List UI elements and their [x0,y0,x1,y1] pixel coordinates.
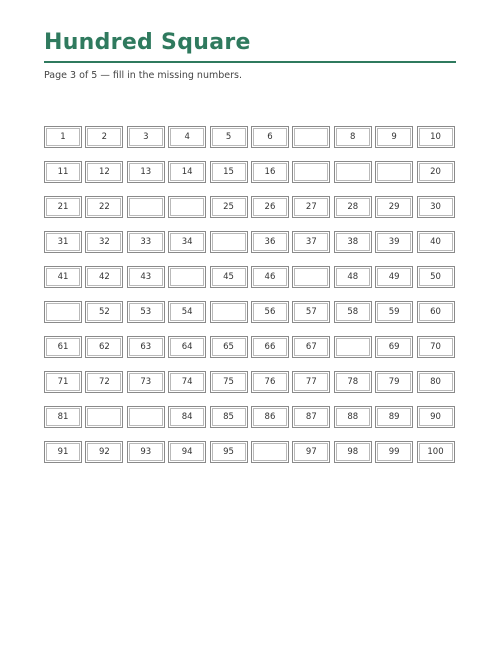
number-cell: 27 [292,196,330,218]
blank-number-cell[interactable] [334,161,372,183]
page-title: Hundred Square [44,30,251,55]
number-cell: 56 [251,301,289,323]
number-cell: 93 [127,441,165,463]
number-cell: 94 [168,441,206,463]
blank-number-cell[interactable] [375,161,413,183]
blank-number-cell[interactable] [85,406,123,428]
blank-number-cell[interactable] [210,301,248,323]
number-cell: 31 [44,231,82,253]
number-cell: 92 [85,441,123,463]
number-cell: 100 [417,441,455,463]
number-cell: 9 [375,126,413,148]
number-cell: 52 [85,301,123,323]
number-cell: 63 [127,336,165,358]
number-cell: 61 [44,336,82,358]
number-cell: 6 [251,126,289,148]
blank-number-cell[interactable] [127,196,165,218]
number-cell: 36 [251,231,289,253]
title-divider [44,61,456,63]
blank-number-cell[interactable] [44,301,82,323]
blank-number-cell[interactable] [210,231,248,253]
number-cell: 46 [251,266,289,288]
number-cell: 91 [44,441,82,463]
blank-number-cell[interactable] [168,196,206,218]
number-cell: 81 [44,406,82,428]
number-cell: 33 [127,231,165,253]
hundred-square-grid [44,126,456,463]
number-cell: 29 [375,196,413,218]
number-cell: 62 [85,336,123,358]
blank-number-cell[interactable] [292,126,330,148]
number-cell: 4 [168,126,206,148]
number-cell: 15 [210,161,248,183]
number-cell: 67 [292,336,330,358]
number-cell: 43 [127,266,165,288]
number-cell: 85 [210,406,248,428]
number-cell: 13 [127,161,165,183]
number-cell: 38 [334,231,372,253]
number-cell: 28 [334,196,372,218]
number-cell: 37 [292,231,330,253]
number-cell: 11 [44,161,82,183]
number-cell: 21 [44,196,82,218]
number-cell: 26 [251,196,289,218]
number-cell: 75 [210,371,248,393]
number-cell: 54 [168,301,206,323]
number-cell: 88 [334,406,372,428]
number-cell: 73 [127,371,165,393]
number-cell: 58 [334,301,372,323]
worksheet-header [44,28,456,82]
number-cell: 79 [375,371,413,393]
number-cell: 5 [210,126,248,148]
number-cell: 76 [251,371,289,393]
number-cell: 65 [210,336,248,358]
number-cell: 30 [417,196,455,218]
number-cell: 34 [168,231,206,253]
number-cell: 64 [168,336,206,358]
number-cell: 60 [417,301,455,323]
number-cell: 74 [168,371,206,393]
number-cell: 80 [417,371,455,393]
number-cell: 77 [292,371,330,393]
blank-number-cell[interactable] [168,266,206,288]
number-cell: 39 [375,231,413,253]
number-cell: 95 [210,441,248,463]
number-cell: 59 [375,301,413,323]
number-cell: 32 [85,231,123,253]
number-cell: 25 [210,196,248,218]
number-cell: 3 [127,126,165,148]
number-cell: 10 [417,126,455,148]
blank-number-cell[interactable] [251,441,289,463]
number-cell: 16 [251,161,289,183]
number-cell: 53 [127,301,165,323]
number-cell: 71 [44,371,82,393]
number-cell: 72 [85,371,123,393]
number-cell: 84 [168,406,206,428]
number-cell: 86 [251,406,289,428]
number-cell: 45 [210,266,248,288]
number-cell: 41 [44,266,82,288]
blank-number-cell[interactable] [127,406,165,428]
number-cell: 98 [334,441,372,463]
number-cell: 40 [417,231,455,253]
number-cell: 14 [168,161,206,183]
number-cell: 8 [334,126,372,148]
number-cell: 87 [292,406,330,428]
blank-number-cell[interactable] [334,336,372,358]
number-cell: 99 [375,441,413,463]
number-cell: 20 [417,161,455,183]
number-cell: 48 [334,266,372,288]
number-cell: 69 [375,336,413,358]
number-cell: 42 [85,266,123,288]
number-cell: 90 [417,406,455,428]
number-cell: 89 [375,406,413,428]
number-cell: 22 [85,196,123,218]
blank-number-cell[interactable] [292,266,330,288]
number-cell: 70 [417,336,455,358]
page-instructions: Page 3 of 5 — fill in the missing numbers. [44,70,242,81]
number-cell: 2 [85,126,123,148]
number-cell: 1 [44,126,82,148]
number-cell: 50 [417,266,455,288]
number-cell: 78 [334,371,372,393]
number-cell: 12 [85,161,123,183]
number-cell: 49 [375,266,413,288]
number-cell: 97 [292,441,330,463]
blank-number-cell[interactable] [292,161,330,183]
number-cell: 57 [292,301,330,323]
number-cell: 66 [251,336,289,358]
